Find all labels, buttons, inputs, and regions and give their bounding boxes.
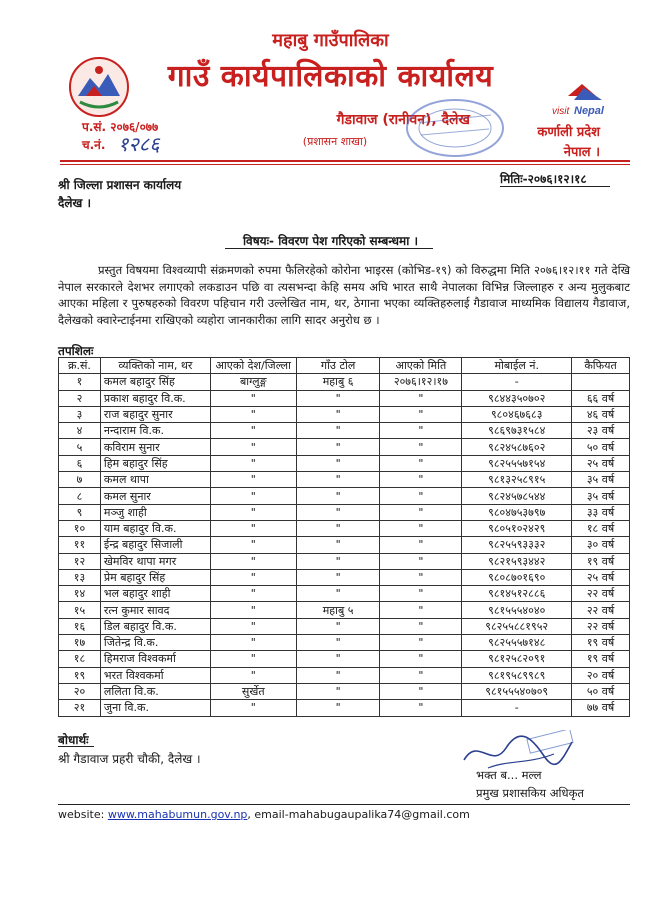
cell-name: प्रेम बहादुर सिंह [100, 569, 210, 585]
cell-mobile: ९८१९५८९९८९ [462, 667, 572, 683]
cell-name: याम बहादुर वि.क. [100, 520, 210, 536]
cell-origin: " [210, 504, 296, 520]
cell-arrival-date: " [380, 472, 462, 488]
cell-arrival-date: " [380, 667, 462, 683]
cell-name: कमल थापा [100, 472, 210, 488]
cell-name: मञ्जु शाही [100, 504, 210, 520]
cell-origin: " [210, 488, 296, 504]
cell-mobile: ९८२५५९३३३२ [462, 537, 572, 553]
cell-arrival-date: " [380, 423, 462, 439]
cell-origin: " [210, 569, 296, 585]
cell-village: " [296, 553, 380, 569]
cell-village: महाबु ६ [296, 374, 380, 390]
table-header-row [59, 358, 630, 374]
cell-village: " [296, 635, 380, 651]
office-address: गैडावाज (रानीवन), दैलेख [336, 112, 470, 128]
cell-village: " [296, 618, 380, 634]
cell-origin: सुर्खेत [210, 683, 296, 699]
header-mobile: मोबाईल नं. [462, 358, 572, 374]
cell-village: " [296, 439, 380, 455]
table-row [59, 700, 630, 716]
website-label: website: [58, 808, 108, 821]
cell-name: रत्न कुमार सावद [100, 602, 210, 618]
cell-arrival-date: " [380, 635, 462, 651]
quarantine-list-table [58, 357, 630, 717]
cell-name: हिमराज विश्वकर्मा [100, 651, 210, 667]
cell-origin: " [210, 537, 296, 553]
cell-remarks: २५ वर्ष [572, 455, 630, 471]
cell-remarks: १८ वर्ष [572, 520, 630, 536]
table-row [59, 504, 630, 520]
cell-arrival-date: " [380, 504, 462, 520]
cell-arrival-date: " [380, 488, 462, 504]
svg-text:Nepal: Nepal [574, 105, 604, 117]
header-remarks: कैफियत [572, 358, 630, 374]
date-underline [500, 186, 610, 187]
cell-village: " [296, 472, 380, 488]
cell-arrival-date: " [380, 602, 462, 618]
cell-mobile: ९८२१५९३४४२ [462, 553, 572, 569]
table-row [59, 569, 630, 585]
cell-village: " [296, 651, 380, 667]
cell-village: " [296, 390, 380, 406]
cell-origin: " [210, 553, 296, 569]
cell-mobile: ९८२४५८७६०२ [462, 439, 572, 455]
cell-mobile: ९८१३२५८९१५ [462, 472, 572, 488]
cell-arrival-date: २०७६।१२।१७ [380, 374, 462, 390]
cell-name: राज बहादुर सुनार [100, 406, 210, 422]
cell-serial: ७ [59, 472, 101, 488]
cell-name: भल बहादुर शाही [100, 586, 210, 602]
cell-origin: बाग्लुङ्ग [210, 374, 296, 390]
svg-text:visit: visit [552, 106, 570, 117]
cell-village: " [296, 569, 380, 585]
cell-remarks: ६६ वर्ष [572, 390, 630, 406]
table-row [59, 520, 630, 536]
cell-village: " [296, 520, 380, 536]
cell-village: " [296, 537, 380, 553]
cell-serial: १ [59, 374, 101, 390]
cell-remarks: ७७ वर्ष [572, 700, 630, 716]
cell-remarks: २५ वर्ष [572, 569, 630, 585]
cell-remarks: २२ वर्ष [572, 602, 630, 618]
cell-village: " [296, 423, 380, 439]
cell-mobile: ९८१४५१२८८६ [462, 586, 572, 602]
office-seal-stamp [395, 95, 515, 161]
cell-name: कमल सुनार [100, 488, 210, 504]
cell-serial: १४ [59, 586, 101, 602]
cell-serial: ४ [59, 423, 101, 439]
table-row [59, 390, 630, 406]
website-link[interactable]: www.mahabumun.gov.np [107, 808, 248, 821]
cell-remarks: ३० वर्ष [572, 537, 630, 553]
cell-serial: ११ [59, 537, 101, 553]
cell-origin: " [210, 455, 296, 471]
cell-village: " [296, 504, 380, 520]
cell-remarks: २२ वर्ष [572, 586, 630, 602]
cell-origin: " [210, 520, 296, 536]
cell-mobile: ९८२४५७८५४४ [462, 488, 572, 504]
cell-mobile: ९८१२५८२०९१ [462, 651, 572, 667]
cell-serial: ६ [59, 455, 101, 471]
cell-mobile: ९८०८७०१६९० [462, 569, 572, 585]
recipient-location: दैलेख । [58, 196, 92, 210]
cell-village: " [296, 700, 380, 716]
cell-remarks [572, 374, 630, 390]
branch-name: (प्रशासन शाखा) [302, 135, 368, 148]
table-row [59, 553, 630, 569]
cell-serial: २ [59, 390, 101, 406]
letter-date: मितिः-२०७६।१२।१८ [500, 172, 587, 186]
header-arrival-date: आएको मिति [380, 358, 462, 374]
municipality-name: महाबु गाउँपालिका [272, 30, 389, 51]
cell-remarks: ३५ वर्ष [572, 488, 630, 504]
cell-village: " [296, 406, 380, 422]
cell-arrival-date: " [380, 569, 462, 585]
cell-origin: " [210, 390, 296, 406]
cell-origin: " [210, 618, 296, 634]
cell-remarks: १९ वर्ष [572, 553, 630, 569]
cell-name: जितेन्द्र वि.क. [100, 635, 210, 651]
province-name: कर्णाली प्रदेश [537, 125, 600, 140]
letter-body: प्रस्तुत विषयमा विश्वव्यापी संक्रमणको रुपमा फैलिरहेको कोरोना भाइरस (कोभिड-१९) को विरुद्धमा मिति २०७६।१२।११ गते देखि नेपाल सरकारले देशभर लगाएको लकडाउन पछि वा त्यसभन्दा केहि समय अघि भारत साथै नेपालका विभिन्न जिल्लाहरु र अन्य मुलुकबाट आएका महिला र पुरुषहरुको विवरण पहिचान गरी उल्लेखित नाम, थर, ठेगाना भएका व्यक्तिहरुलाई गैडावाज माध्यमिक विद्यालय गैडावाज, दैलेखको क्वारेन्टाईनमा राखिएको व्यहोरा जानकारीका लागि सादर अनुरोध छ । [58, 263, 630, 327]
cell-origin: " [210, 472, 296, 488]
cell-arrival-date: " [380, 651, 462, 667]
cell-serial: १८ [59, 651, 101, 667]
cell-mobile: ९८०४७५३७९७ [462, 504, 572, 520]
cell-arrival-date: " [380, 455, 462, 471]
cell-arrival-date: " [380, 683, 462, 699]
cell-remarks: १९ वर्ष [572, 635, 630, 651]
cell-mobile: ९८१५५५४०४० [462, 602, 572, 618]
cell-arrival-date: " [380, 553, 462, 569]
footer-divider [58, 804, 630, 805]
cell-serial: १७ [59, 635, 101, 651]
cell-name: खेमविर थापा मगर [100, 553, 210, 569]
header-serial: क्र.सं. [59, 358, 101, 374]
cell-name: प्रकाश बहादुर वि.क. [100, 390, 210, 406]
cell-origin: " [210, 439, 296, 455]
cell-name: जुना वि.क. [100, 700, 210, 716]
chalani-label: च.नं. [82, 138, 106, 152]
cell-origin: " [210, 406, 296, 422]
cell-serial: ३ [59, 406, 101, 422]
cell-mobile: - [462, 374, 572, 390]
table-row [59, 602, 630, 618]
cell-village: " [296, 455, 380, 471]
letter-subject: विषयः- विवरण पेश गरिएको सम्बन्धमा । [242, 234, 419, 248]
cell-mobile: ९८६९७३१५८४ [462, 423, 572, 439]
chalani-number: १२८६ [118, 132, 160, 156]
visit-nepal-logo-icon [548, 80, 618, 120]
cell-origin: " [210, 700, 296, 716]
office-name: गाउँ कार्यपालिकाको कार्यालय [167, 59, 494, 94]
cell-remarks: २० वर्ष [572, 667, 630, 683]
table-row [59, 439, 630, 455]
details-label: तपशिलः [58, 344, 94, 358]
table-row [59, 455, 630, 471]
cc-recipient: श्री गैडावाज प्रहरी चौकी, दैलेख । [58, 752, 201, 766]
cell-name: ललिता वि.क. [100, 683, 210, 699]
subject-underline [225, 248, 433, 249]
cell-name: ईन्द्र बहादुर सिजाली [100, 537, 210, 553]
cell-serial: २१ [59, 700, 101, 716]
email-text: , email-mahabugaupalika74@gmail.com [247, 808, 470, 821]
cell-mobile: ९८२५५५७१४८ [462, 635, 572, 651]
cell-origin: " [210, 651, 296, 667]
letterhead-divider-thin [60, 164, 630, 165]
cell-serial: १५ [59, 602, 101, 618]
cell-origin: " [210, 423, 296, 439]
cell-arrival-date: " [380, 390, 462, 406]
cell-remarks: ३३ वर्ष [572, 504, 630, 520]
cell-serial: ८ [59, 488, 101, 504]
cell-origin: " [210, 586, 296, 602]
cell-mobile: ९८१५५५४०७०९ [462, 683, 572, 699]
cell-name: नन्दाराम वि.क. [100, 423, 210, 439]
header-name: व्यक्तिको नाम, थर [100, 358, 210, 374]
cell-name: कविराम सुनार [100, 439, 210, 455]
cell-serial: १६ [59, 618, 101, 634]
cell-serial: ९ [59, 504, 101, 520]
table-row [59, 472, 630, 488]
cell-remarks: १९ वर्ष [572, 651, 630, 667]
signatory-name: भक्त ब... मल्ल [476, 768, 542, 782]
cell-name: हिम बहादुर सिंह [100, 455, 210, 471]
cell-village: महाबु ५ [296, 602, 380, 618]
cell-remarks: ३५ वर्ष [572, 472, 630, 488]
cell-mobile: ९८४४३५०७०२ [462, 390, 572, 406]
cell-arrival-date: " [380, 537, 462, 553]
table-row [59, 423, 630, 439]
cell-mobile: - [462, 700, 572, 716]
country-name: नेपाल । [563, 145, 600, 160]
table-row [59, 635, 630, 651]
cc-underline [58, 746, 94, 747]
cell-serial: १२ [59, 553, 101, 569]
cell-remarks: २२ वर्ष [572, 618, 630, 634]
table-row [59, 537, 630, 553]
cell-village: " [296, 667, 380, 683]
cell-name: डिल बहादुर वि.क. [100, 618, 210, 634]
cell-arrival-date: " [380, 439, 462, 455]
header-village: गाँउ टोल [296, 358, 380, 374]
footer-contact [58, 808, 470, 821]
recipient-office: श्री जिल्ला प्रशासन कार्यालय [58, 178, 182, 192]
cell-arrival-date: " [380, 520, 462, 536]
letterhead-divider [60, 160, 630, 162]
cell-remarks: ४६ वर्ष [572, 406, 630, 422]
cell-serial: १३ [59, 569, 101, 585]
cell-arrival-date: " [380, 618, 462, 634]
table-row [59, 406, 630, 422]
cell-mobile: ९८२५५८८१९५२ [462, 618, 572, 634]
cell-village: " [296, 488, 380, 504]
table-row [59, 683, 630, 699]
signatory-title: प्रमुख प्रशासकिय अधिकृत [476, 786, 584, 800]
cell-village: " [296, 683, 380, 699]
cell-arrival-date: " [380, 700, 462, 716]
cell-arrival-date: " [380, 406, 462, 422]
cell-remarks: ५० वर्ष [572, 439, 630, 455]
cell-serial: ५ [59, 439, 101, 455]
cell-remarks: ५० वर्ष [572, 683, 630, 699]
patra-sankhya: प.सं. २०७६/०७७ [82, 120, 159, 134]
cell-serial: १९ [59, 667, 101, 683]
cell-mobile: ९८०४६७६८३ [462, 406, 572, 422]
cell-name: भरत विश्वकर्मा [100, 667, 210, 683]
table-row [59, 667, 630, 683]
cell-serial: २० [59, 683, 101, 699]
table-row [59, 488, 630, 504]
cell-origin: " [210, 667, 296, 683]
cell-origin: " [210, 602, 296, 618]
table-row [59, 374, 630, 390]
cell-village: " [296, 586, 380, 602]
cell-mobile: ९८२५५५७१५४ [462, 455, 572, 471]
cell-remarks: २३ वर्ष [572, 423, 630, 439]
header-origin: आएको देश/जिल्ला [210, 358, 296, 374]
cell-name: कमल बहादुर सिंह [100, 374, 210, 390]
table-row [59, 586, 630, 602]
cell-origin: " [210, 635, 296, 651]
cell-arrival-date: " [380, 586, 462, 602]
cell-serial: १० [59, 520, 101, 536]
cell-mobile: ९८०५१०२४२९ [462, 520, 572, 536]
cc-label: बोधार्थः [58, 733, 89, 747]
table-row [59, 651, 630, 667]
table-row [59, 618, 630, 634]
